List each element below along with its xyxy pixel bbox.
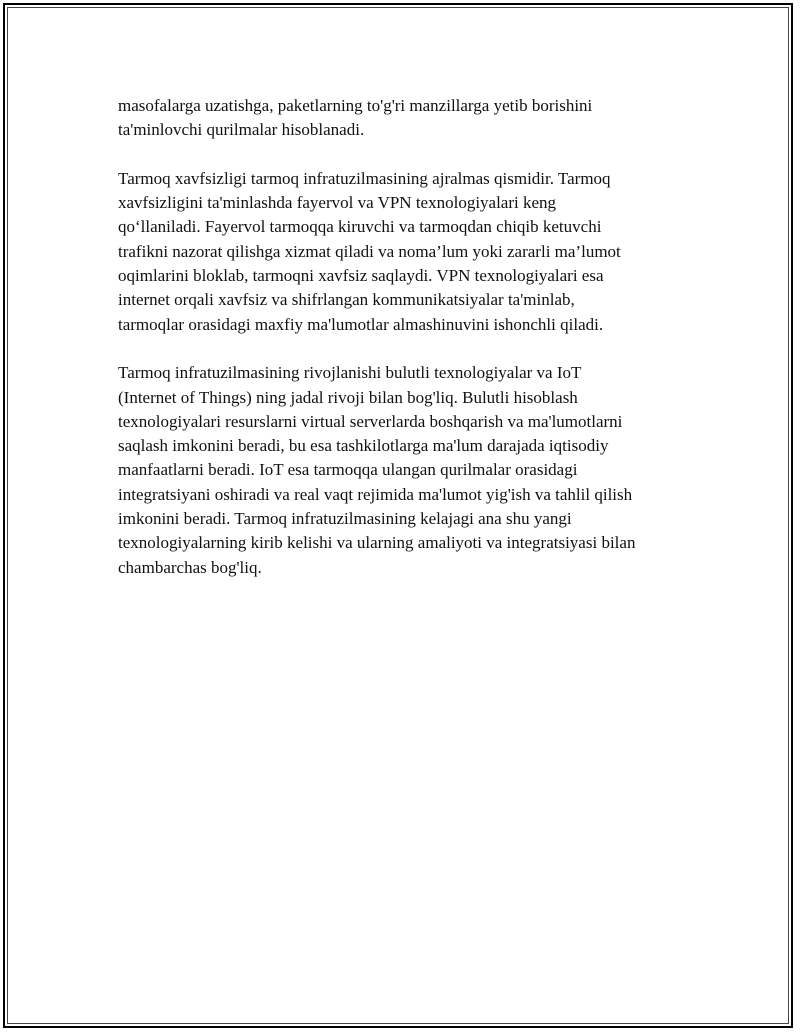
paragraph-line: manfaatlarni beradi. IoT esa tarmoqqa ulangan qurilmalar orasidagi bbox=[118, 460, 578, 480]
paragraph-line: chambarchas bog'liq. bbox=[118, 557, 262, 577]
document-body bbox=[118, 94, 718, 604]
paragraph-line: oqimlarini bloklab, tarmoqni xavfsiz saqlaydi. VPN texnologiyalari esa bbox=[118, 266, 604, 286]
paragraph-line: masofalarga uzatishga, paketlarning to'g'ri manzillarga yetib borishini bbox=[118, 96, 593, 115]
paragraph-3 bbox=[118, 361, 718, 580]
paragraph-line: texnologiyalari resurslarni virtual serverlarda boshqarish va ma'lumotlarni bbox=[118, 411, 623, 431]
paragraph-line: tarmoqlar orasidagi maxfiy ma'lumotlar almashinuvini ishonchli qiladi. bbox=[118, 314, 604, 334]
paragraph-line: Tarmoq xavfsizligi tarmoq infratuzilmasining ajralmas qismidir. Tarmoq bbox=[118, 168, 611, 188]
paragraph-line: imkonini beradi. Tarmoq infratuzilmasining kelajagi ana shu yangi bbox=[118, 509, 572, 529]
paragraph-2 bbox=[118, 167, 718, 337]
paragraph-line: ta'minlovchi qurilmalar hisoblanadi. bbox=[118, 120, 365, 140]
paragraph-line: Tarmoq infratuzilmasining rivojlanishi bulutli texnologiyalar va IoT bbox=[118, 363, 582, 383]
paragraph-line: (Internet of Things) ning jadal rivoji bilan bog'liq. Bulutli hisoblash bbox=[118, 387, 578, 407]
paragraph-line: integratsiyani oshiradi va real vaqt rejimida ma'lumot yig'ish va tahlil qilish bbox=[118, 484, 633, 504]
paragraph-line: internet orqali xavfsiz va shifrlangan kommunikatsiyalar ta'minlab, bbox=[118, 290, 575, 310]
paragraph-line: xavfsizligini ta'minlashda fayervol va VPN texnologiyalari keng bbox=[118, 193, 557, 213]
paragraph-line: qo‘llaniladi. Fayervol tarmoqqa kiruvchi va tarmoqdan chiqib ketuvchi bbox=[118, 217, 602, 237]
paragraph-line: texnologiyalarning kirib kelishi va ularning amaliyoti va integratsiyasi bilan bbox=[118, 533, 636, 553]
paragraph-1 bbox=[118, 94, 718, 143]
paragraph-line: trafikni nazorat qilishga xizmat qiladi va noma’lum yoki zararli ma’lumot bbox=[118, 241, 621, 261]
paragraph-line: saqlash imkonini beradi, bu esa tashkilotlarga ma'lum darajada iqtisodiy bbox=[118, 436, 609, 456]
